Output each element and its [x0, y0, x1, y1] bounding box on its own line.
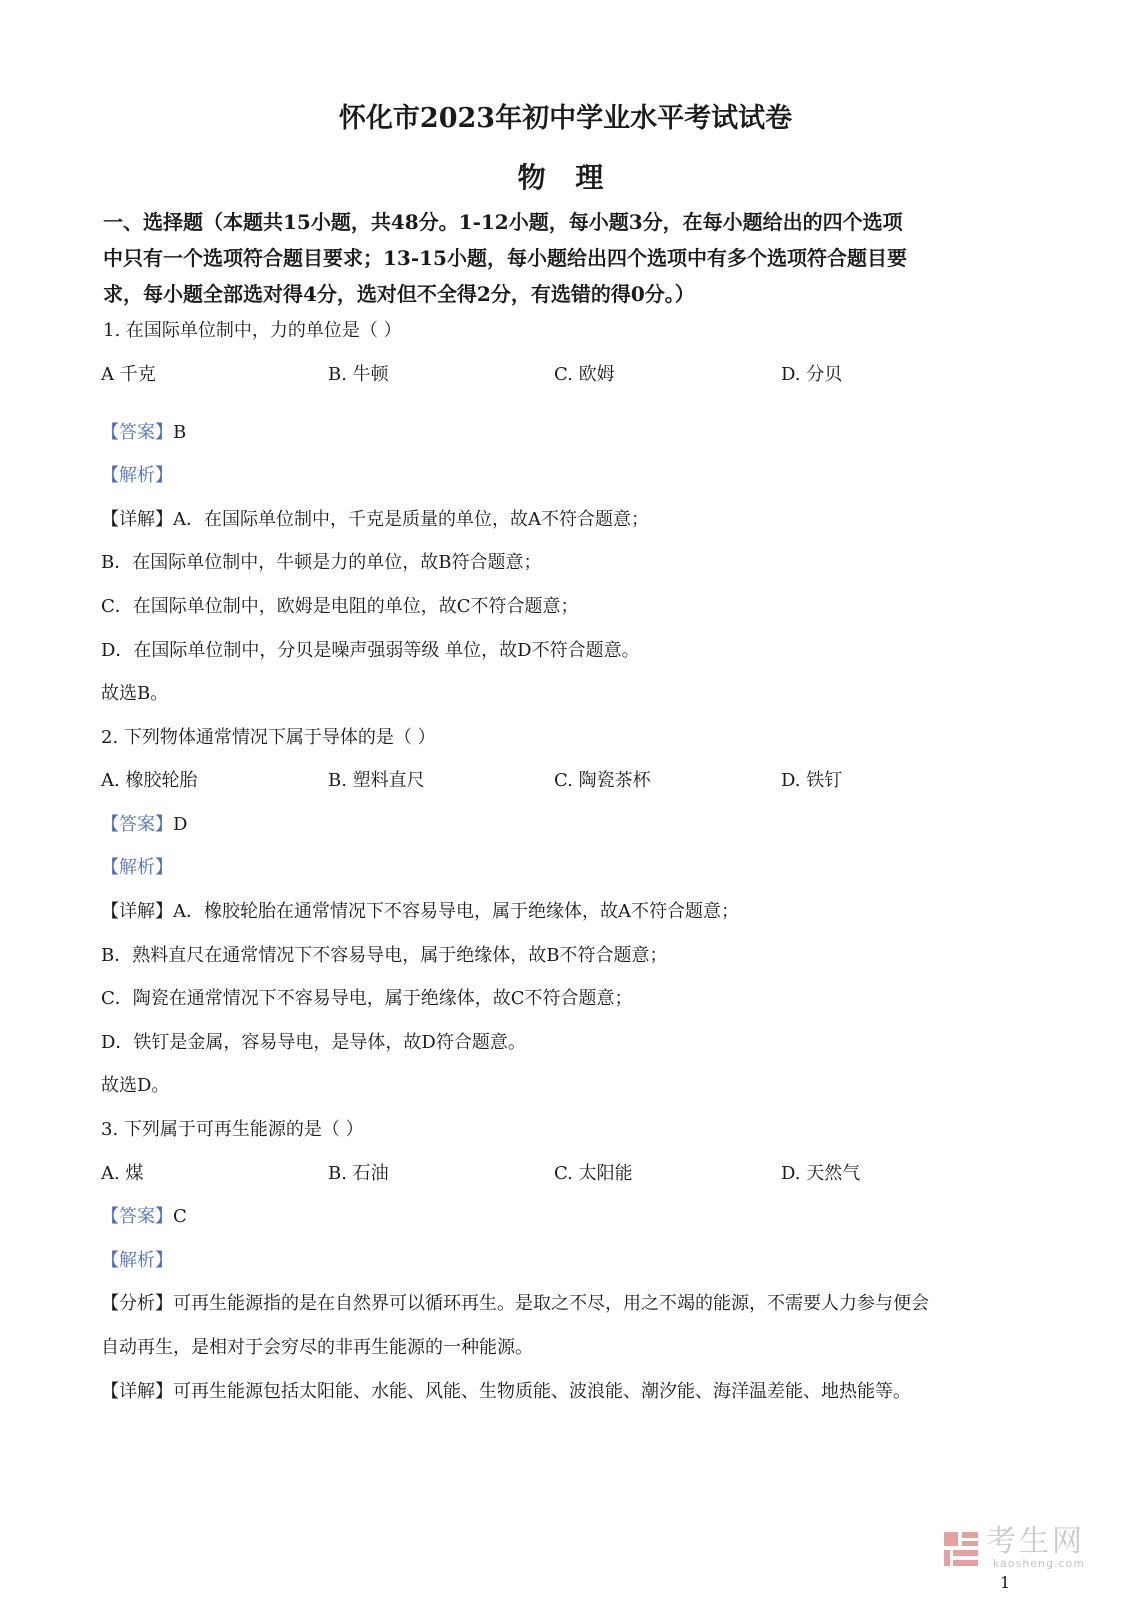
detail-label: 【详解】 — [101, 1381, 173, 1402]
question-3-stem: 3. 下列属于可再生能源的是（ ） — [101, 1119, 364, 1140]
question-1-option-a: A 千克 — [101, 364, 156, 385]
question-2-answer — [101, 810, 187, 836]
section-heading-line-3: 求，每小题全部选对得4分，选对但不全得2分，有选错的得0分。） — [103, 282, 695, 306]
answer-value: D — [173, 814, 188, 835]
question-2-option-b: B. 塑料直尺 — [328, 770, 425, 791]
question-1-detail-line-4: D．在国际单位制中，分贝是噪声强弱等级 单位，故D不符合题意。 — [101, 640, 640, 661]
question-2-stem: 2. 下列物体通常情况下属于导体的是（ ） — [101, 727, 436, 748]
question-3-fenxi-line-2: 自动再生，是相对于会穷尽的非再生能源的一种能源。 — [101, 1337, 533, 1358]
subject-title: 物 理 — [517, 161, 614, 194]
question-2-option-c: C. 陶瓷茶杯 — [554, 770, 651, 791]
detail-text: A．橡胶轮胎在通常情况下不容易导电，属于绝缘体，故A不符合题意； — [173, 901, 739, 922]
kaosheng-logo-icon — [944, 1532, 978, 1566]
question-2-conclusion: 故选D。 — [101, 1075, 170, 1096]
question-2-detail-line-4: D．铁钉是金属，容易导电，是导体，故D符合题意。 — [101, 1032, 526, 1053]
detail-text: 可再生能源包括太阳能、水能、风能、生物质能、波浪能、潮汐能、海洋温差能、地热能等。 — [173, 1381, 911, 1402]
answer-label: 【答案】 — [101, 814, 173, 835]
question-2-detail-line-3: C．陶瓷在通常情况下不容易导电，属于绝缘体，故C不符合题意； — [101, 988, 633, 1009]
question-3-option-b: B. 石油 — [328, 1163, 389, 1184]
question-1-conclusion: 故选B。 — [101, 683, 169, 704]
answer-label: 【答案】 — [101, 422, 173, 443]
question-1-detail-line-2: B．在国际单位制中，牛顿是力的单位，故B符合题意； — [101, 552, 542, 573]
question-1-option-d: D. 分贝 — [781, 364, 843, 385]
answer-value: C — [173, 1206, 187, 1227]
watermark-text: 考生网 — [986, 1524, 1085, 1559]
section-heading-line-2: 中只有一个选项符合题目要求；13-15小题，每小题给出四个选项中有多个选项符合题目要 — [103, 246, 907, 270]
detail-text: A．在国际单位制中，千克是质量的单位，故A不符合题意； — [173, 509, 649, 530]
question-3-option-c: C. 太阳能 — [554, 1163, 633, 1184]
question-2-analysis-label: 【解析】 — [101, 857, 173, 878]
section-heading-line-1: 一、选择题（本题共15小题，共48分。1-12小题，每小题3分，在每小题给出的四个选项 — [103, 210, 903, 234]
answer-value: B — [173, 422, 187, 443]
question-3-option-d: D. 天然气 — [781, 1163, 861, 1184]
kaosheng-watermark — [944, 1524, 1085, 1570]
question-2-detail-line-2: B．熟料直尺在通常情况下不容易导电，属于绝缘体，故B不符合题意； — [101, 945, 668, 966]
question-2-detail-line-1 — [101, 897, 739, 923]
question-3-fenxi-line-1 — [101, 1289, 929, 1315]
question-3-analysis-label: 【解析】 — [101, 1250, 173, 1271]
question-1-option-b: B. 牛顿 — [328, 364, 389, 385]
question-1-answer — [101, 418, 186, 444]
detail-label: 【详解】 — [101, 901, 173, 922]
question-3-detail-line-1 — [101, 1377, 911, 1403]
question-2-option-a: A. 橡胶轮胎 — [101, 770, 198, 791]
fenxi-label: 【分析】 — [101, 1293, 173, 1314]
question-3-option-a: A. 煤 — [101, 1163, 144, 1184]
question-3-answer — [101, 1202, 187, 1228]
document-title: 怀化市2023年初中学业水平考试试卷 — [338, 103, 793, 134]
watermark-url: kaosheng.com — [992, 1557, 1085, 1570]
question-1-detail-line-1 — [101, 505, 649, 531]
question-1-stem: 1. 在国际单位制中，力的单位是（ ） — [103, 320, 402, 341]
question-1-detail-line-3: C．在国际单位制中，欧姆是电阻的单位，故C不符合题意； — [101, 596, 579, 617]
question-1-option-c: C. 欧姆 — [554, 364, 615, 385]
page-number: 1 — [1000, 1573, 1011, 1592]
question-1-analysis-label: 【解析】 — [101, 465, 173, 486]
question-2-option-d: D. 铁钉 — [781, 770, 843, 791]
fenxi-text: 可再生能源指的是在自然界可以循环再生。是取之不尽，用之不竭的能源，不需要人力参与便会 — [173, 1293, 929, 1314]
detail-label: 【详解】 — [101, 509, 173, 530]
answer-label: 【答案】 — [101, 1206, 173, 1227]
